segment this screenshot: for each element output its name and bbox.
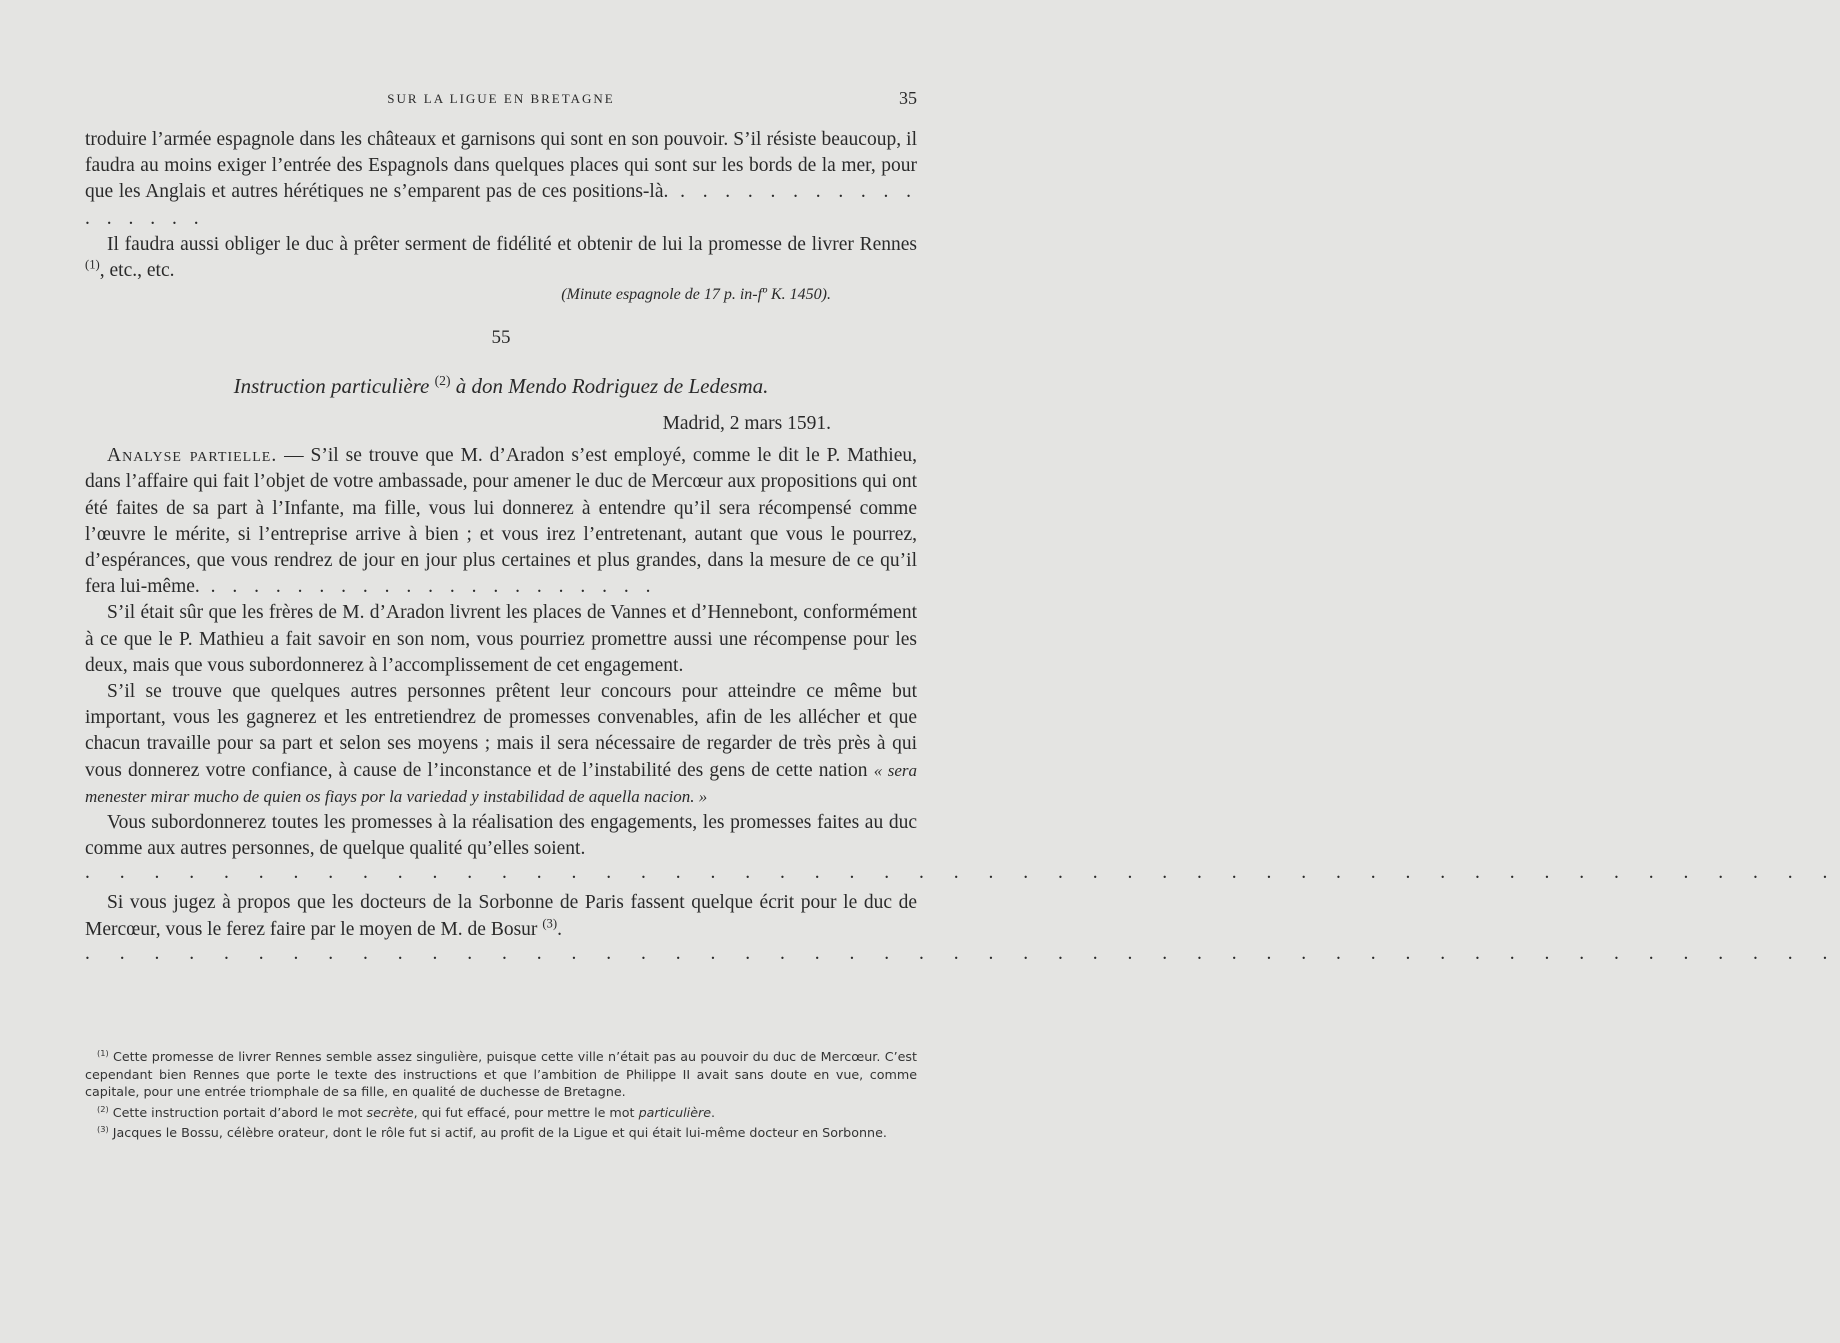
continuation-text: troduire l’armée espagnole dans les châteaux et garnisons qui sont en son pouvoir. S’il résiste beaucoup, il faudra au moins exiger l’entrée des Espagnols dans quelques places qui sont sur les bords de la mer, pour que les Anglais et autres hérétiques ne s’emparent pas de ces positions-là. [85,129,917,203]
document-title-end: à don Mendo Rodriguez de Ledesma. [450,374,769,399]
page-number: 35 [899,88,917,108]
analysis-paragraph [85,443,917,600]
sorbonne-paragraph [85,890,917,942]
footnote-ref-3: (3) [542,916,558,931]
other-persons-text: S’il se trouve que quelques autres personnes prêtent leur concours pour atteindre ce même but important, vous les gagnerez et les entretiendrez de promesses convenables, afin de les allécher et que chacun travaille pour sa part et selon ses moyens ; mais il sera nécessaire de regarder de très près à qui vous donnerez votre confiance, à cause de l’inconstance et de l’instabilité des gens de cette nation [85,681,917,781]
other-persons-paragraph [85,679,917,810]
sorbonne-text: Si vous jugez à propos que les docteurs de la Sorbonne de Paris fassent quelque écrit pour le duc de Mercœur, vous le ferez faire par le moyen de M. de Bosur [85,892,917,940]
footnote-ref-2: (2) [434,373,451,389]
analysis-text: — S’il se trouve que M. d’Aradon s’est employé, comme le dit le P. Mathieu, dans l’affaire qui fait l’objet de votre ambassade, pour amener le duc de Mercœur aux propositions qui ont été faites de sa part à l’Infante, ma fille, vous lui donnerez à entendre qu’il sera récompensé comme l’œuvre le mérite, si l’entreprise arrive à bien ; et vous irez l’entretenant, autant que vous le pourrez, d’espérances, que vous rendrez de jour en jour plus certaines et plus grandes, dans la mesure de ce qu’il fera lui-même. [85,445,917,598]
running-title: SUR LA LIGUE EN BRETAGNE [387,91,615,106]
footnote-text: Cette promesse de livrer Rennes semble assez singulière, puisque cette ville n’était pas au pouvoir du duc de Mercœur. C’est cependant bien Rennes que porte le texte des instructions et que l’ambition de Philippe II avait sans doute en vue, comme capitale, pour une entrée triomphale de sa fille, en qualité de duchesse de Bretagne. [85,1049,917,1099]
dateline: Madrid, 2 mars 1591. [662,413,831,435]
footnote-text: , qui fut effacé, pour mettre le mot [413,1104,639,1120]
footnote-ref-1: (1) [85,257,100,272]
footnote-1 [85,1048,917,1101]
ellipsis-row: . . . . . . . . . . . . . . . . . . . . . . . . . . . . . . . . . . . . . . . . . . . . . . . . . . . [85,942,1840,964]
source-citation: (Minute espagnole de 17 p. in-fº K. 1450). [561,286,831,304]
footnote-text: Jacques le Bossu, célèbre orateur, dont le rôle fut si actif, au profit de la Ligue et qui était lui-même docteur en Sorbonne. [108,1125,887,1140]
footnote-mark: (2) [97,1103,109,1114]
footnote-italic-word: particulière [638,1104,712,1120]
spanish-quote: « sera menester mirar mucho de quien os fiays por la variedad y instabilidad de aquella nacion. » [85,760,917,806]
ellipsis-dots: . . . . . . . . . . . . . . . . . [85,181,918,229]
footnote-3 [85,1124,917,1142]
footnote-mark: (1) [97,1047,109,1058]
rennes-text-end: , etc., etc. [99,260,175,282]
document-number: 55 [491,327,511,349]
footnote-italic-word: secrète [366,1104,414,1120]
promises-paragraph: Vous subordonnerez toutes les promesses à la réalisation des engagements, les promesses faites au duc comme aux autres personnes, de quelque qualité qu’elles soient. [85,812,917,860]
analysis-label: Analyse partielle. [107,445,278,467]
document-title [85,373,917,400]
main-text [85,127,1840,965]
rennes-text: Il faudra aussi obliger le duc à prêter serment de fidélité et obtenir de lui la promesse de livrer Rennes [107,233,917,255]
aradon-brothers-paragraph: S’il était sûr que les frères de M. d’Aradon livrent les places de Vannes et d’Hennebont, conformément à ce que le P. Mathieu a fait savoir en son nom, vous pourriez promettre aussi une récompense pour les deux, mais que vous subordonnerez à l’accomplissement de cet engagement. [85,602,917,676]
footnote-mark: (3) [97,1123,109,1134]
footnotes [85,1048,917,1145]
document-title-start: Instruction particulière [233,374,435,399]
rennes-paragraph [85,232,917,284]
footnote-2 [85,1104,917,1122]
footnote-text: . [711,1104,716,1120]
ellipsis-dots: . . . . . . . . . . . . . . . . . . . . . [199,576,657,598]
running-head [85,88,917,110]
continuation-paragraph [85,127,917,232]
ellipsis-row: . . . . . . . . . . . . . . . . . . . . . . . . . . . . . . . . . . . . . . . . . . . . . . . . . . . [85,862,1840,884]
sorbonne-text-end: . [557,918,562,940]
footnote-text: Cette instruction portait d’abord le mot [108,1104,367,1120]
